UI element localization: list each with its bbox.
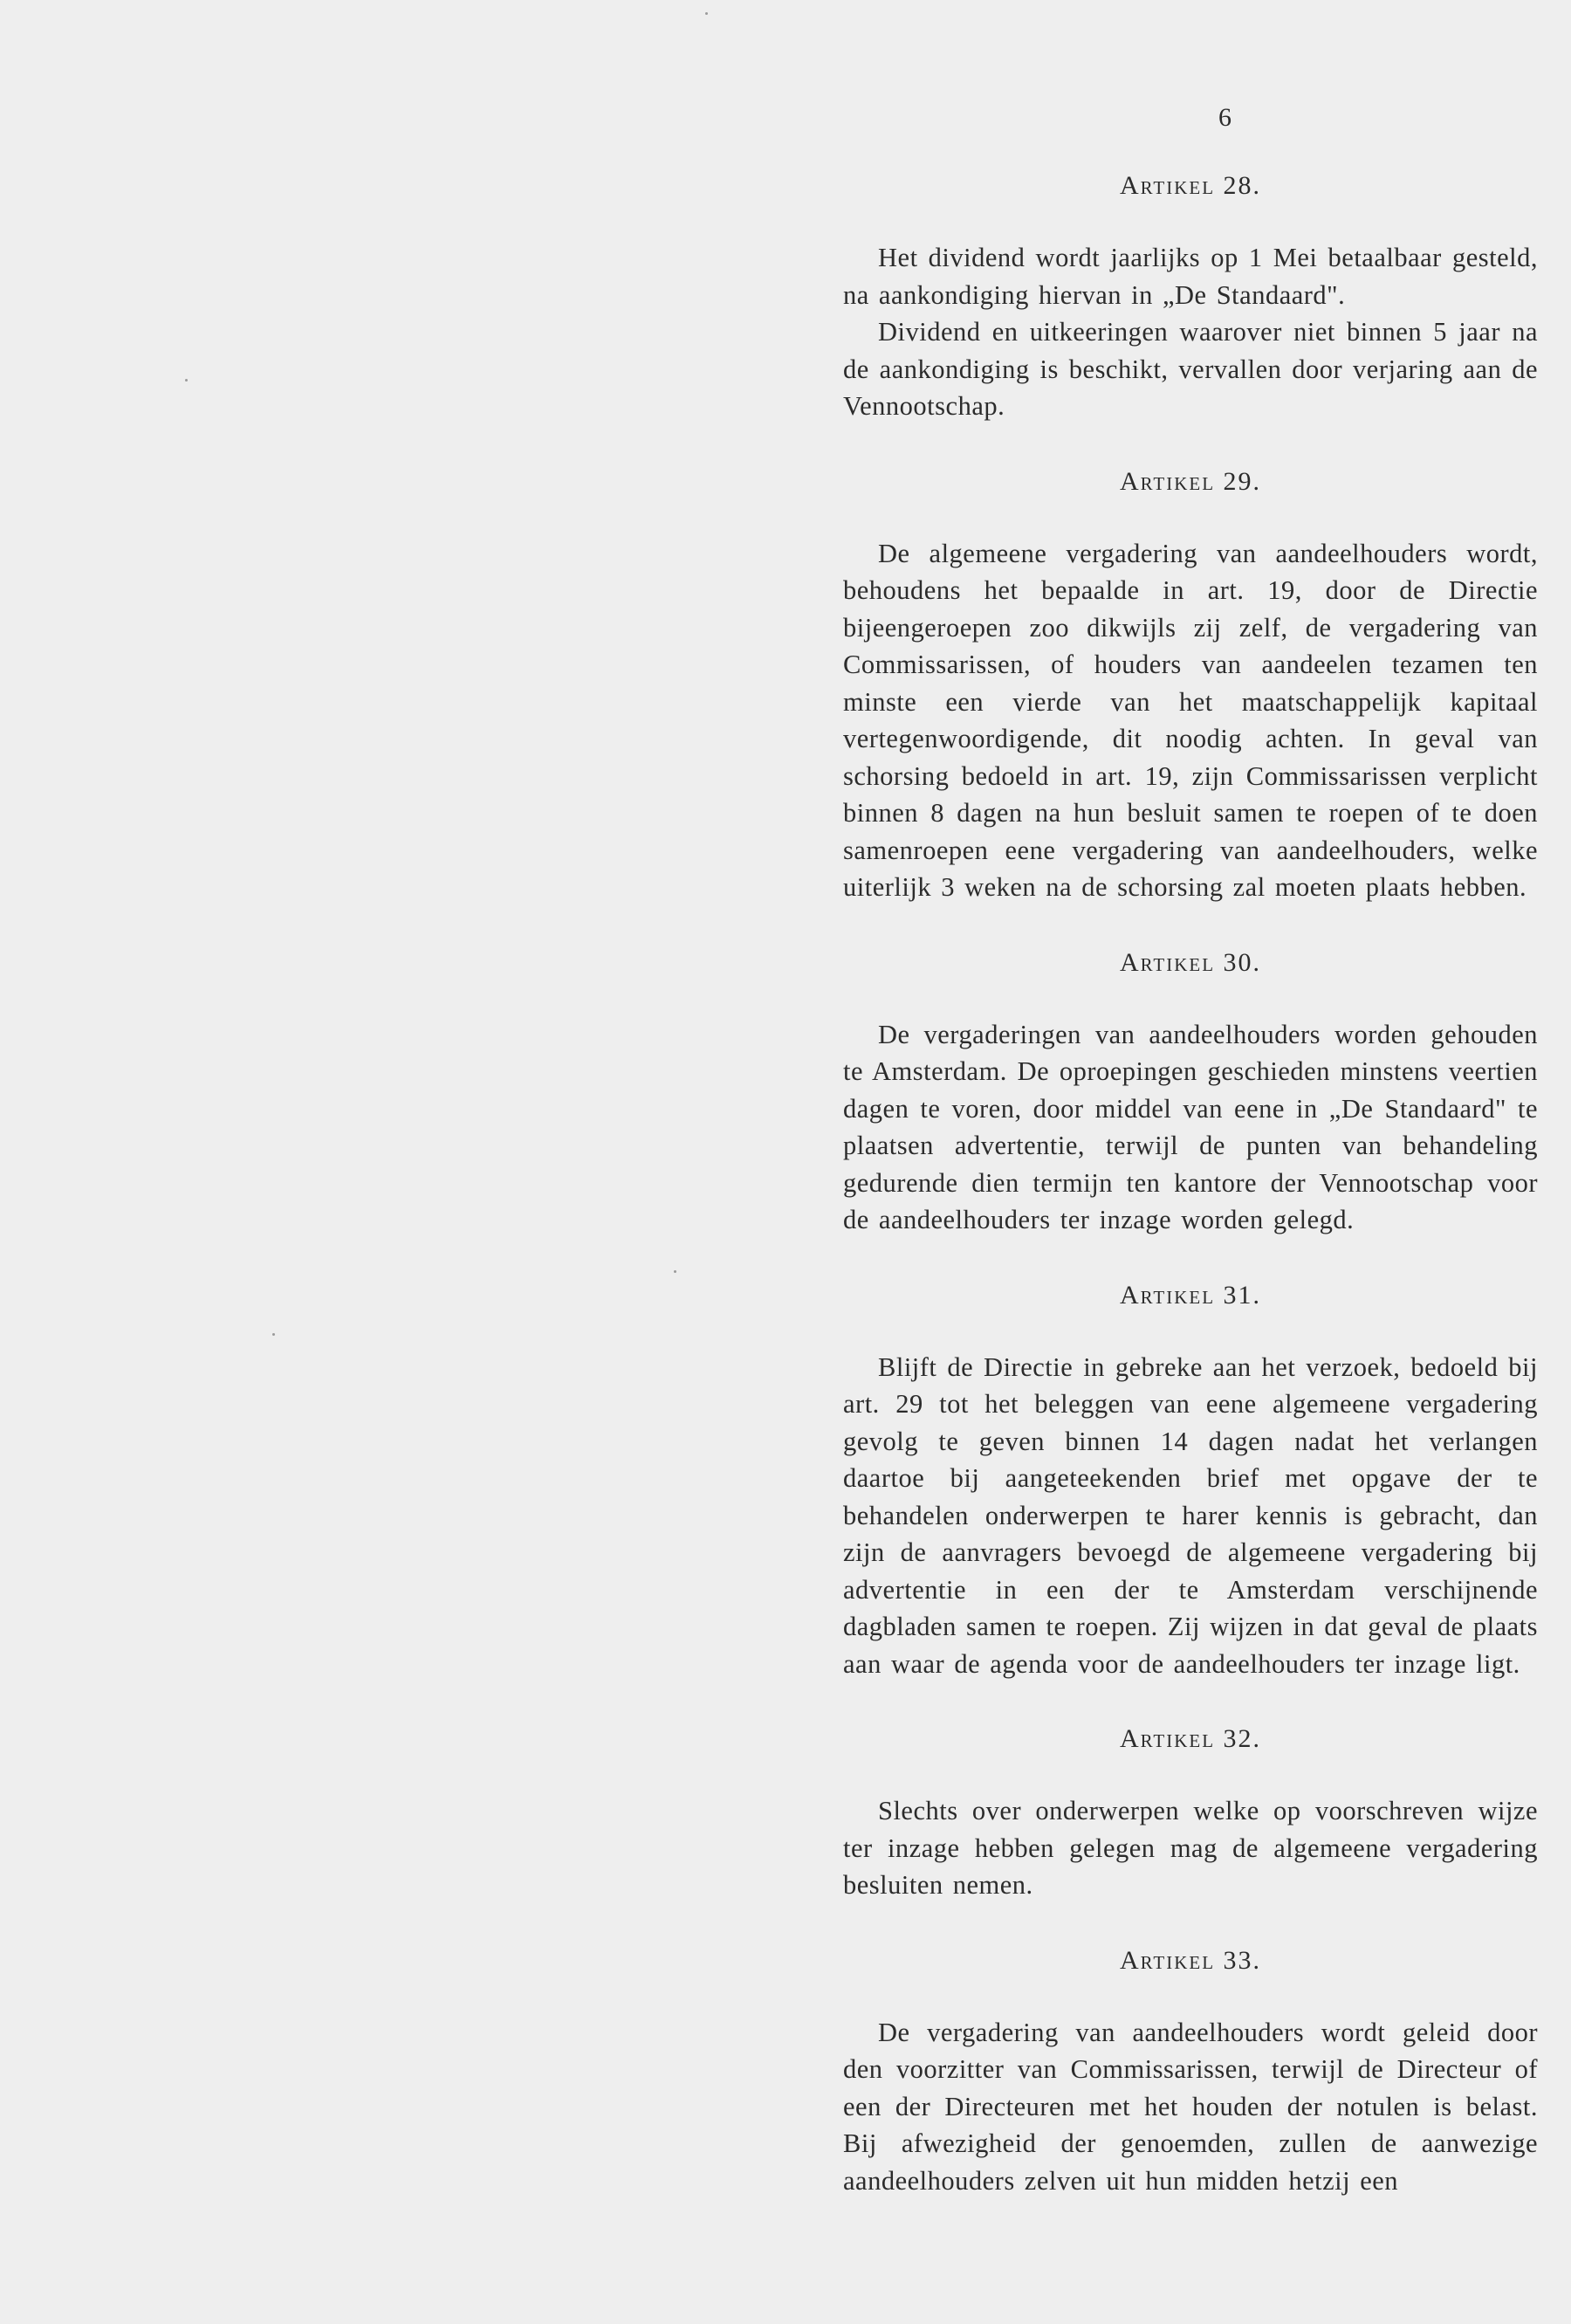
text-column <box>843 103 1538 2199</box>
article-paragraph: De vergaderingen van aandeelhouders worden gehouden te Amsterdam. De oproepingen geschieden minstens veertien dagen te voren, door middel van eene in „De Standaard" te plaatsen advertentie, terwijl de punten van behandeling gedurende dien termijn ten kantore der Vennootschap voor de aandeelhouders ter inzage worden gelegd. <box>843 1019 1538 1234</box>
paper-speck <box>185 379 188 382</box>
article-paragraph: De algemeene vergadering van aandeelhouders wordt, behoudens het bepaalde in art. 19, door de Directie bijeengeroepen zoo dikwijls zij zelf, de vergadering van Commissarissen, of houders van aandeelen tezamen ten minste een vierde van het maatschappelijk kapitaal vertegenwoordigende, dit noodig achten. In geval van schorsing bedoeld in art. 19, zijn Commissarissen verplicht binnen 8 dagen na hun besluit samen te roepen of te doen samenroepen eene vergadering van aandeelhouders, welke uiterlijk 3 weken na de schorsing zal moeten plaats hebben. <box>843 538 1538 902</box>
article-28 <box>843 171 1538 425</box>
article-heading: Artikel 32. <box>1119 1724 1262 1753</box>
article-paragraph: Slechts over onderwerpen welke op voorschreven wijze ter inzage hebben gelegen mag de algemeene vergadering besluiten nemen. <box>843 1796 1538 1900</box>
article-heading: Artikel 30. <box>1119 947 1262 977</box>
article-32 <box>843 1724 1538 1904</box>
paper-speck <box>705 12 708 15</box>
article-heading: Artikel 29. <box>1119 466 1262 496</box>
article-paragraph: Het dividend wordt jaarlijks op 1 Mei betaalbaar gesteld, na aankondiging hiervan in „De Standaard". <box>843 243 1538 310</box>
page-number: 6 <box>1218 103 1231 132</box>
article-30 <box>843 948 1538 1239</box>
article-33 <box>843 1946 1538 2200</box>
article-31 <box>843 1281 1538 1683</box>
paper-speck <box>272 1333 275 1336</box>
article-paragraph: Blijft de Directie in gebreke aan het verzoek, bedoeld bij art. 29 tot het beleggen van eene algemeene vergadering gevolg te geven binnen 14 dagen nadat het verlangen daartoe bij aangeteekenden brief met opgave der te behandelen onderwerpen te harer kennis is gebracht, dan zijn de aanvragers bevoegd de algemeene vergadering bij advertentie in een der te Amsterdam verschijnende dagbladen samen te roepen. Zij wijzen in dat geval de plaats aan waar de agenda voor de aandeelhouders ter inzage ligt. <box>843 1351 1538 1679</box>
article-29 <box>843 467 1538 906</box>
article-paragraph: De vergadering van aandeelhouders wordt geleid door den voorzitter van Commissarissen, terwijl de Directeur of een der Directeuren met het houden der notulen is belast. Bij afwezigheid der genoemden, zullen de aanwezige aandeelhouders zelven uit hun midden hetzij een <box>843 2017 1538 2196</box>
article-heading: Artikel 33. <box>1119 1945 1262 1975</box>
article-paragraph: Dividend en uitkeeringen waarover niet binnen 5 jaar na de aankondiging is beschikt, vervallen door verjaring aan de Vennootschap. <box>843 317 1538 421</box>
paper-speck <box>674 1270 676 1273</box>
article-heading: Artikel 31. <box>1119 1280 1262 1310</box>
article-heading: Artikel 28. <box>1119 171 1262 200</box>
